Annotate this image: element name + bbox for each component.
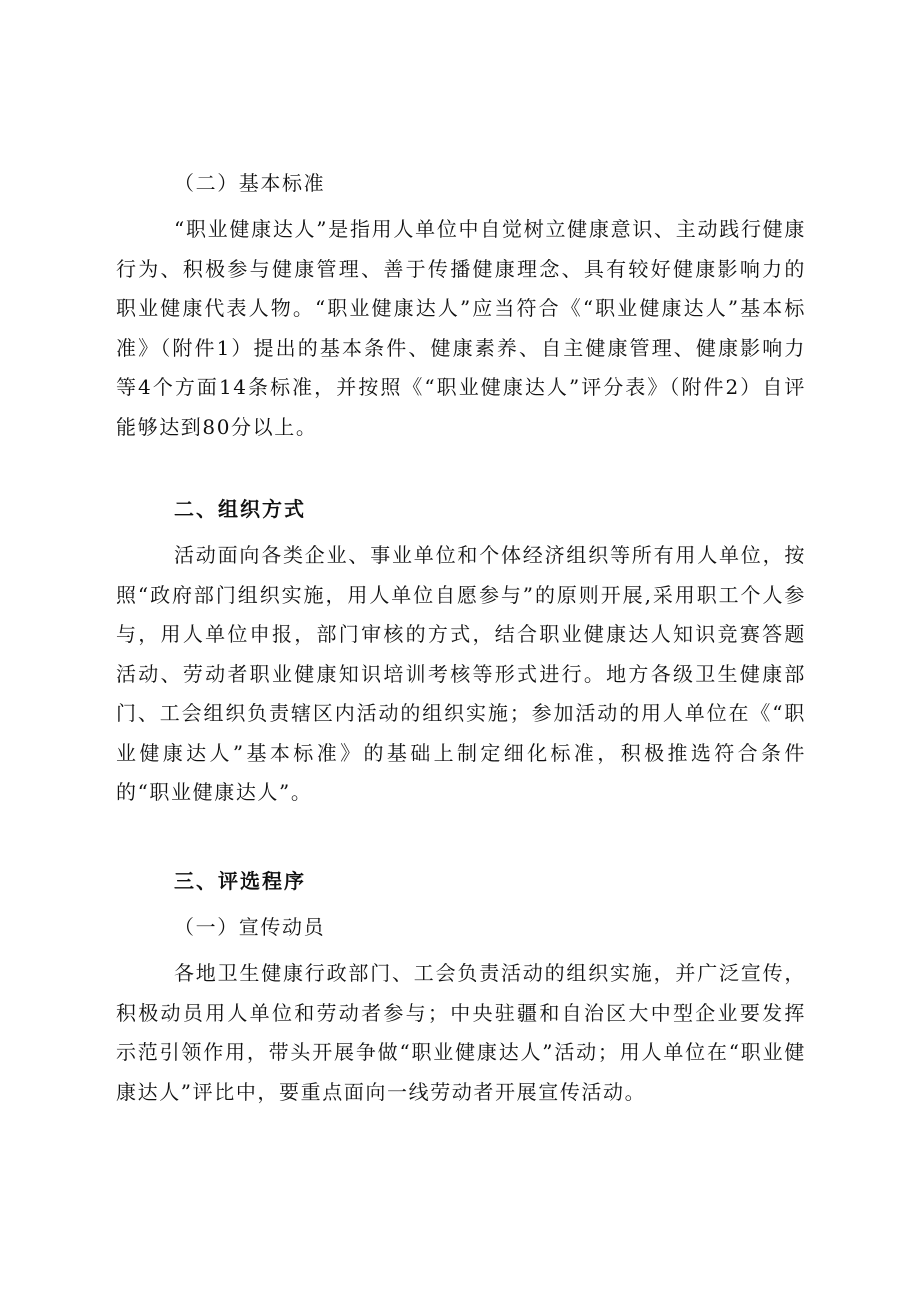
- publicity-paragraph: 各地卫生健康行政部门、工会负责活动的组织实施，并广泛宣传，积极动员用人单位和劳动者参与；中央驻疆和自治区大中型企业要发挥示范引领作用，带头开展争做“职业健康达人”活动；用人单位在“职业健康达人”评比中，要重点面向一线劳动者开展宣传活动。: [116, 961, 806, 1104]
- organization-heading: 二、组织方式: [174, 497, 306, 521]
- basic-standard-paragraph: “职业健康达人”是指用人单位中自觉树立健康意识、主动践行健康行为、积极参与健康管理、善于传播健康理念、具有较好健康影响力的职业健康代表人物。“职业健康达人”应当符合《“职业健康达人”基本标准》（附件1）提出的基本条件、健康素养、自主健康管理、健康影响力等4个方面14条标准，并按照《“职业健康达人”评分表》（附件2）自评能够达到80分以上。: [116, 217, 806, 439]
- organization-paragraph: 活动面向各类企业、事业单位和个体经济组织等所有用人单位，按照“政府部门组织实施，用人单位自愿参与”的原则开展,采用职工个人参与，用人单位申报，部门审核的方式，结合职业健康达人知识竞赛答题活动、劳动者职业健康知识培训考核等形式进行。地方各级卫生健康部门、工会组织负责辖区内活动的组织实施；参加活动的用人单位在《“职业健康达人”基本标准》的基础上制定细化标准，积极推选符合条件的“职业健康达人”。: [116, 543, 806, 804]
- selection-heading: 三、评选程序: [174, 869, 306, 893]
- basic-standard-heading: （二）基本标准: [174, 171, 326, 195]
- publicity-subheading: （一）宣传动员: [174, 915, 326, 939]
